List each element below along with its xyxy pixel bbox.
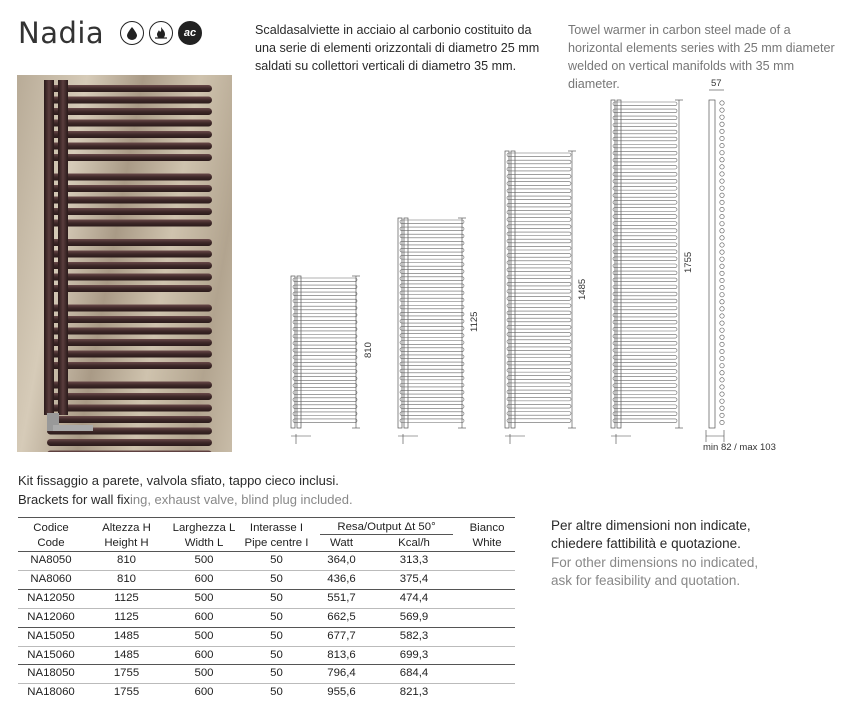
cell-height: 810 [84,570,169,589]
specification-table [18,517,515,702]
cell-white [459,646,515,665]
header-code-en: Code [18,536,84,552]
cell-white [459,570,515,589]
header-pipe-en: Pipe centre I [239,536,314,552]
cell-width: 600 [169,608,239,627]
height-810-label: 810 [363,342,374,358]
cell-watt: 955,6 [314,684,369,702]
drawing-1125 [398,218,466,444]
cell-pipe: 50 [239,646,314,665]
cell-width: 500 [194,554,214,566]
cell-width: 600 [169,684,239,702]
height-1485-label: 1485 [577,278,588,300]
cell-kcal: 313,3 [399,554,429,566]
table-row [18,627,515,646]
other-it-line2: chiedere fattibilità e quotazione. [551,536,741,551]
header-code-it: Codice [18,518,84,537]
cell-code: NA15060 [18,646,84,665]
cell-code: NA18060 [18,684,84,702]
cell-code: NA12050 [18,589,84,608]
table-row [18,589,515,608]
cell-code: NA8050 [30,554,72,566]
cell-code: NA15050 [18,627,84,646]
header-pipe-it: Interasse I [239,518,314,537]
description-english: Towel warmer in carbon steel made of a horizontal elements series with 25 mm diameter welded on vertical manifolds with 35 mm diameter. [568,23,835,91]
cell-height: 1125 [84,589,169,608]
cell-pipe: 50 [239,608,314,627]
cell-watt: 677,7 [314,627,369,646]
description-italian: Scaldasalviette in acciaio al carbonio costituito da una serie di elementi orizzontali di diametro 25 mm saldati su collettori verticali di diametro 35 mm. [255,23,540,73]
header-width-it: Larghezza L [169,518,239,537]
cell-pipe: 50 [239,570,314,589]
other-dimensions-english [551,554,758,590]
cell-pipe: 50 [239,665,314,684]
header-watt: Watt [314,536,369,552]
header-white-en: White [459,536,515,552]
cell-white [459,627,515,646]
cell-height: 1755 [84,684,169,702]
cell-width: 600 [169,570,239,589]
cell-white [459,552,515,571]
other-it-line1: Per altre dimensioni non indicate, [551,518,751,533]
cell-kcal: 699,3 [369,646,459,665]
other-dimensions-italian [551,517,751,553]
kit-italian: Kit fissaggio a parete, valvola sfiato, tappo cieco inclusi. [18,473,339,488]
cell-white [459,665,515,684]
cell-kcal: 684,4 [369,665,459,684]
table-row [18,608,515,627]
cell-pipe: 50 [270,554,283,566]
cell-width: 500 [169,589,239,608]
cell-pipe: 50 [239,589,314,608]
cell-pipe: 50 [239,684,314,702]
ac-icon: ac [178,21,202,45]
cell-white [459,684,515,702]
cell-height: 1755 [84,665,169,684]
cell-kcal: 582,3 [369,627,459,646]
side-bottom-dimension: min 82 / max 103 [703,442,776,453]
drawing-side-view [706,90,724,442]
drawing-1485 [505,151,576,444]
cell-code: NA12060 [18,608,84,627]
table-row [18,570,515,589]
header-height-en: Height H [84,536,169,552]
cell-width: 500 [169,627,239,646]
cell-height: 1125 [84,608,169,627]
table-row [18,552,515,571]
product-title: Nadia [18,16,105,50]
cell-watt: 364,0 [327,554,356,566]
cell-height: 1485 [84,627,169,646]
side-top-dimension: 57 [711,78,722,89]
cell-watt: 551,7 [314,589,369,608]
cell-kcal: 821,3 [369,684,459,702]
cell-code: NA18050 [18,665,84,684]
header-white-it: Bianco [459,518,515,537]
other-en-line2: ask for feasibility and quotation. [551,573,741,588]
cell-pipe: 50 [239,627,314,646]
height-1755-label: 1755 [683,251,694,273]
cell-code: NA8060 [18,570,84,589]
cell-white [459,608,515,627]
cell-watt: 813,6 [314,646,369,665]
cell-watt: 796,4 [314,665,369,684]
kit-english-dark: Brackets for wall fix [18,492,130,507]
header-output [314,518,459,537]
other-en-line1: For other dimensions no indicated, [551,555,759,570]
kit-english-light: ing, exhaust valve, blind plug included. [129,492,353,507]
header-width-en: Width L [169,536,239,552]
cell-watt: 662,5 [314,608,369,627]
drawing-1755 [611,100,683,444]
cell-kcal: 474,4 [369,589,459,608]
cell-kcal: 569,9 [369,608,459,627]
cell-width: 500 [169,665,239,684]
kit-english [18,492,353,507]
cell-kcal: 375,4 [369,570,459,589]
cell-white [459,589,515,608]
header-output-label: Resa/Output Δt 50° [320,520,453,535]
cell-height: 810 [116,554,136,566]
cell-watt: 436,6 [314,570,369,589]
drawing-810 [291,276,360,444]
header-height-it: Altezza H [84,518,169,537]
height-1125-label: 1125 [469,311,480,332]
cell-width: 600 [169,646,239,665]
table-row [18,646,515,665]
table-row [18,684,515,702]
cell-height: 1485 [84,646,169,665]
header-kcal: Kcal/h [369,536,459,552]
table-row [18,665,515,684]
